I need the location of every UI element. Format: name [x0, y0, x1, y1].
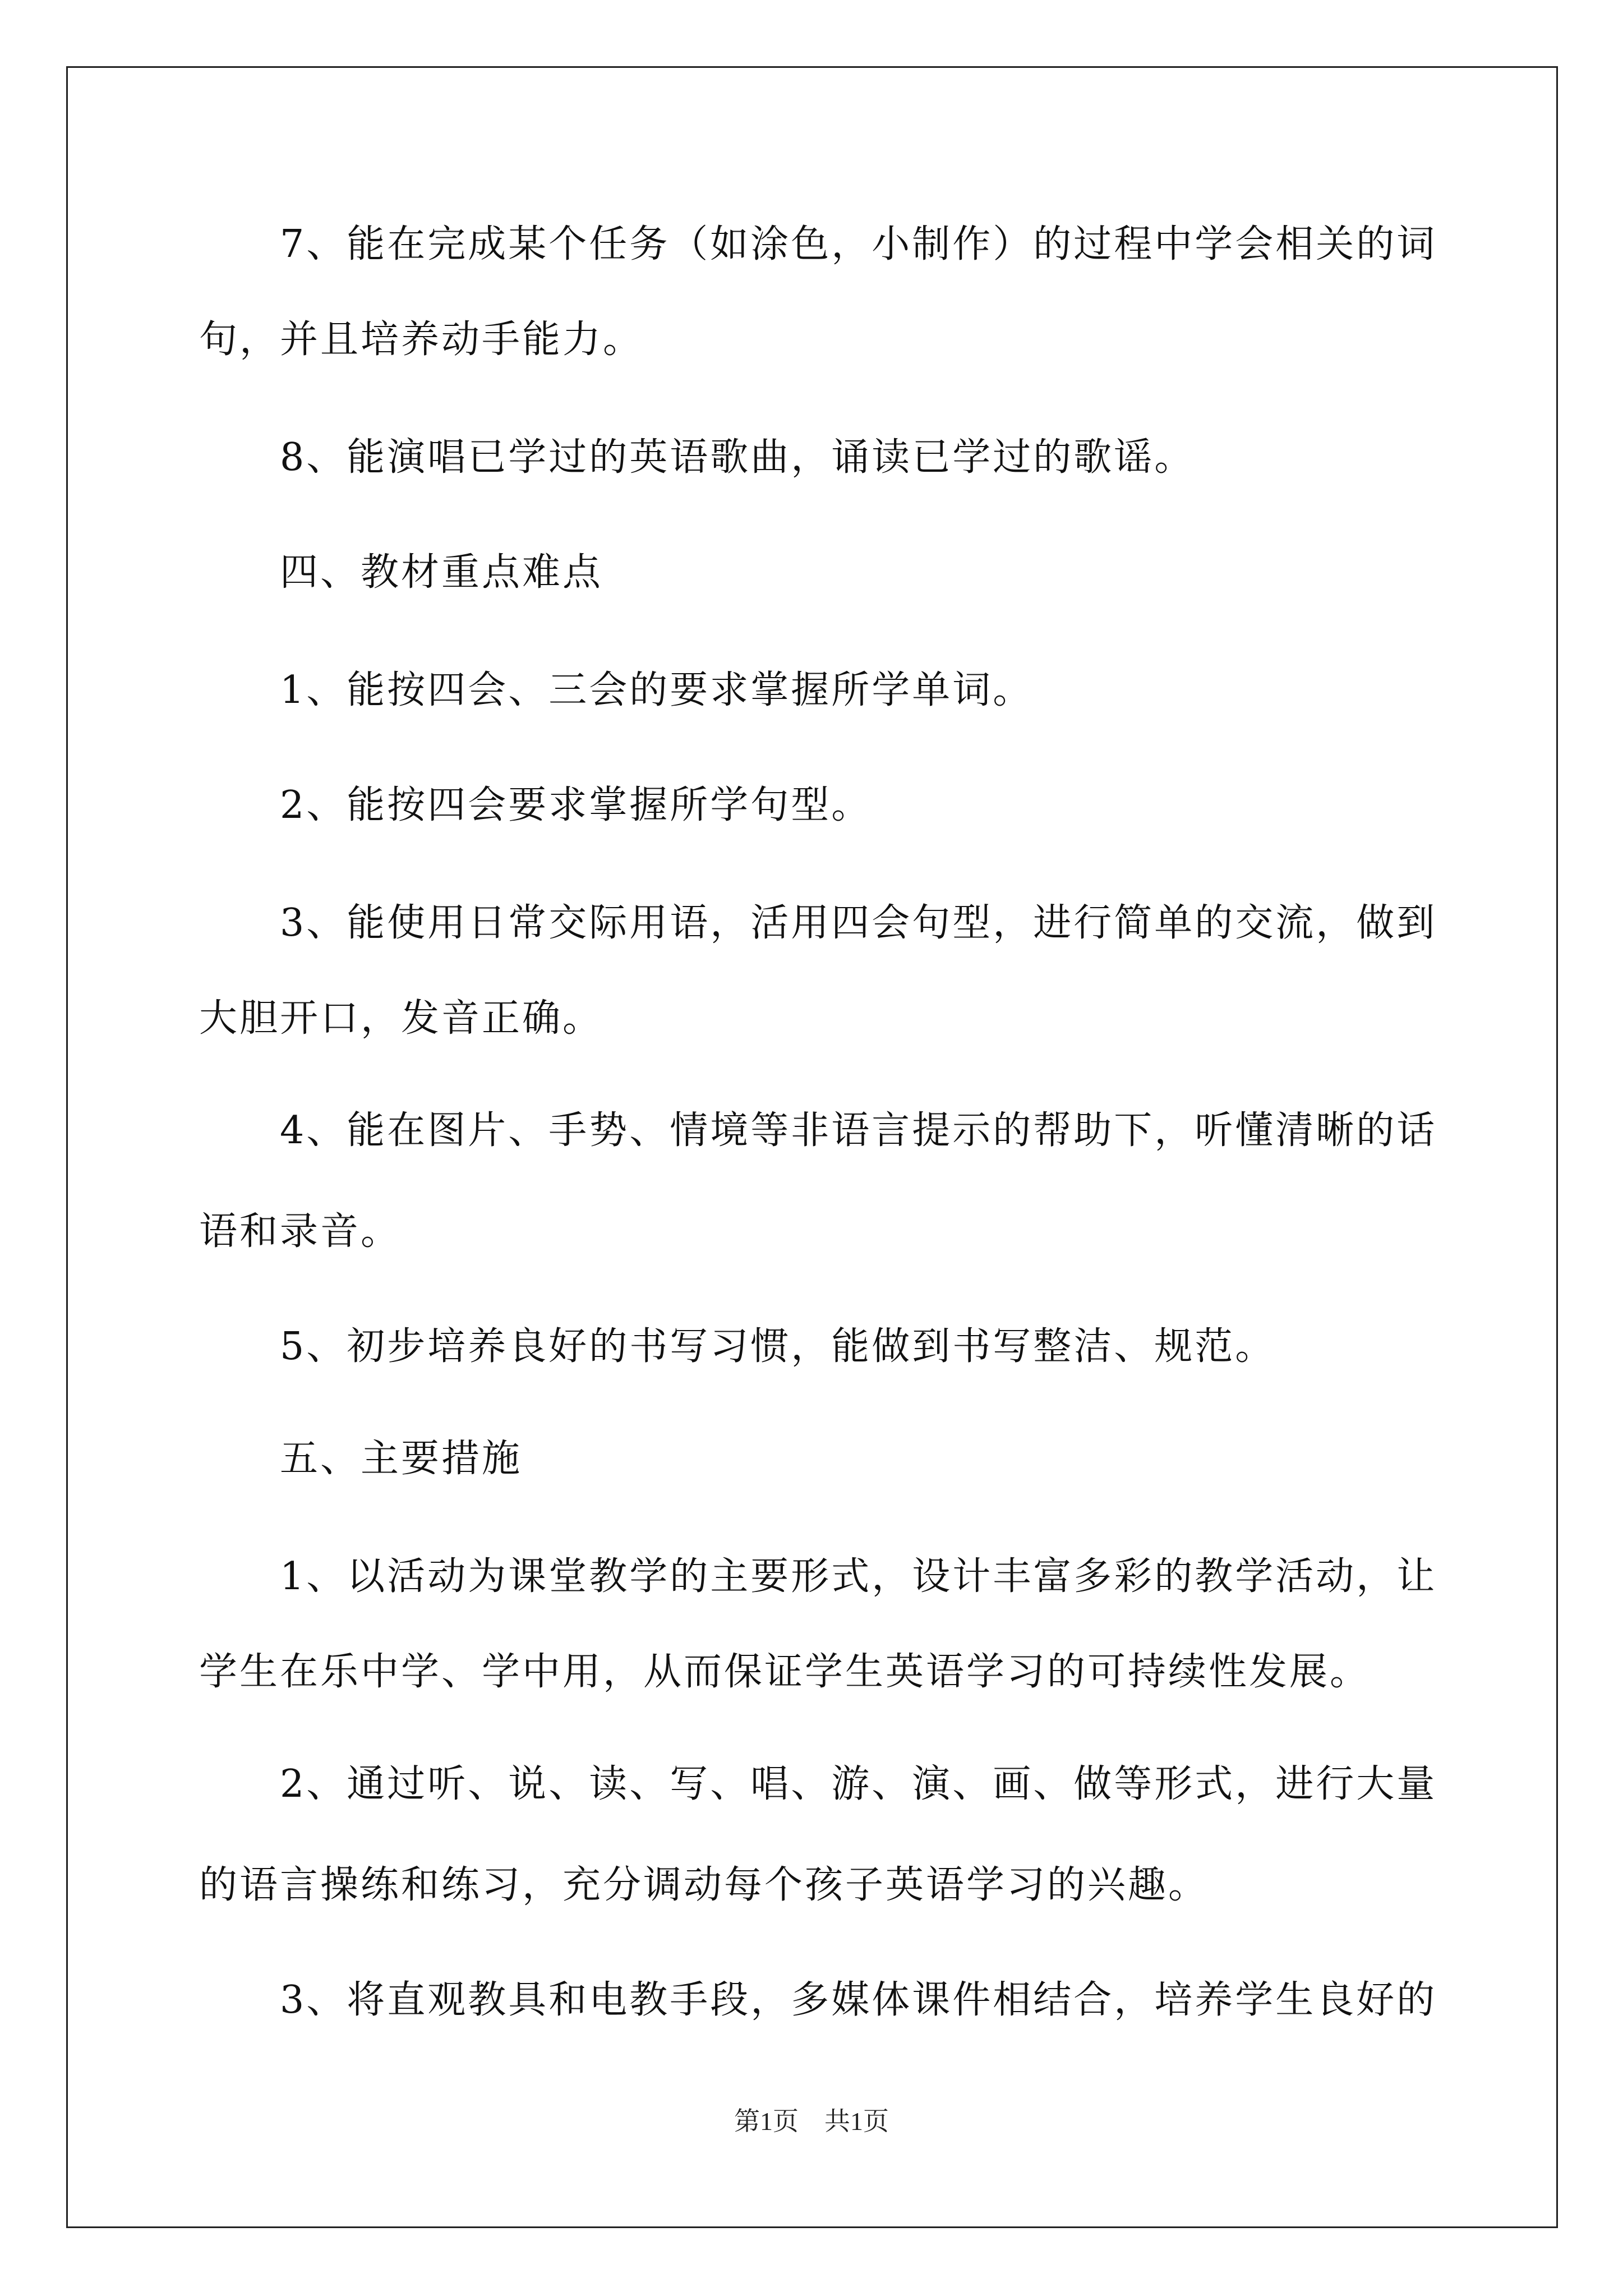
paragraph-line: 2、通过听、说、读、写、唱、游、演、画、做等形式，进行大量	[280, 1762, 1437, 1806]
paragraph-line: 3、能使用日常交际用语，活用四会句型，进行简单的交流，做到	[280, 901, 1437, 945]
paragraph-line: 4、能在图片、手势、情境等非语言提示的帮助下，听懂清晰的话	[280, 1108, 1437, 1153]
paragraph-line: 3、将直观教具和电教手段，多媒体课件相结合，培养学生良好的	[280, 1978, 1437, 2022]
section-heading: 五、主要措施	[280, 1437, 523, 1481]
paragraph-line: 语和录音。	[199, 1209, 402, 1254]
section-heading: 四、教材重点难点	[280, 550, 603, 595]
paragraph-line: 1、能按四会、三会的要求掌握所学单词。	[280, 668, 1034, 712]
paragraph-line: 句，并且培养动手能力。	[199, 318, 644, 362]
paragraph-line: 的语言操练和练习，充分调动每个孩子英语学习的兴趣。	[199, 1863, 1209, 1907]
paragraph-line: 1、以活动为课堂教学的主要形式，设计丰富多彩的教学活动，让	[280, 1554, 1437, 1599]
paragraph-line: 8、能演唱已学过的英语歌曲，诵读已学过的歌谣。	[280, 435, 1195, 480]
page-number: 第1页 共1页	[734, 2107, 889, 2136]
paragraph-line: 大胆开口，发音正确。	[199, 996, 603, 1041]
paragraph-line: 2、能按四会要求掌握所学句型。	[280, 783, 872, 827]
paragraph-line: 5、初步培养良好的书写习惯，能做到书写整洁、规范。	[280, 1324, 1276, 1369]
paragraph-line: 7、能在完成某个任务（如涂色，小制作）的过程中学会相关的词	[280, 222, 1437, 266]
paragraph-line: 学生在乐中学、学中用，从而保证学生英语学习的可持续性发展。	[199, 1650, 1371, 1694]
